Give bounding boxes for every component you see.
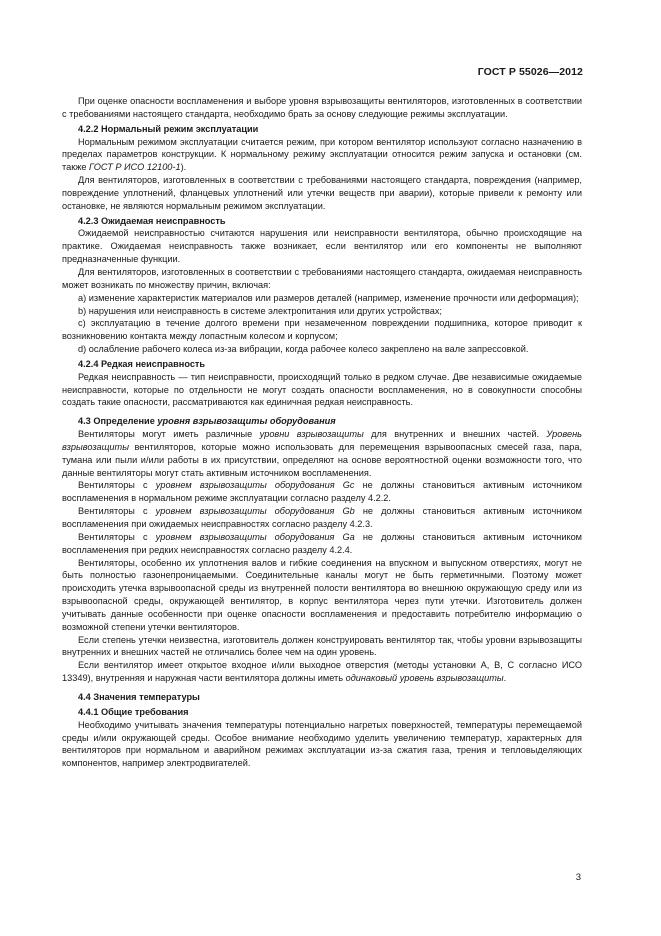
paragraph: Для вентиляторов, изготовленных в соответствии с требованиями настоящего стандарта, ожидаемая неисправность может возникать по множеству причин, включая: xyxy=(62,266,582,290)
section-heading-4-4-1: 4.4.1 Общие требования xyxy=(78,706,189,717)
paragraph-ga: Вентиляторы с уровнем взрывозащиты оборудования Ga не должны становиться активным источником воспламенения при редких неисправностях согласно разделу 4.2.4. xyxy=(62,531,582,555)
document-id: ГОСТ Р 55026—2012 xyxy=(477,66,583,78)
intro-paragraph: При оценке опасности воспламенения и выборе уровня взрывозащиты вентиляторов, изготовленных в соответствии с требованиями настоящего стандарта, необходимо брать за основу следующие режимы эксплуатации. xyxy=(62,96,582,119)
page-number: 3 xyxy=(575,872,581,883)
paragraph: Вентиляторы могут иметь различные уровни взрывозащиты для внутренних и внешних частей. Уровень взрывозащиты вентиляторов, которые можно использовать для перемещения взрывоопасных смесей газа, пара, тумана или пыли и/или работы в их присутствии, определяют на основе вероятностной оценки возможности того, что данные вентиляторы могут стать активным источником воспламенения. xyxy=(62,429,582,478)
list-item: a) изменение характеристик материалов или размеров деталей (например, изменение прочности или деформация); xyxy=(78,292,579,303)
paragraph: Если вентилятор имеет открытое входное и/или выходное отверстия (методы установки А, В, С согласно ИСО 13349), внутренняя и наружная части вентилятора должны иметь одинаковый уровень взрывозащиты. xyxy=(62,660,582,684)
paragraph: Вентиляторы, особенно их уплотнения валов и гибкие соединения на впускном и выпускном отверстиях, могут не быть полностью газонепроницаемыми. Соединительные каналы могут не быть герметичными. Поэтому может происходить утечка взрывоопасной среды из внутренней полости вентилятора во внешнюю окружающую среду или из взрывоопасной среды, окружающей вентилятор, в корпус вентилятора через пути утечки. Изготовитель должен учитывать данные особенности при оценке опасности воспламенения и предоставить потребителю информацию о возможной степени утечки вентиляторов. xyxy=(62,557,582,632)
list-item: b) нарушения или неисправность в системе электропитания или других устройствах; xyxy=(78,305,442,316)
paragraph-gb: Вентиляторы с уровнем взрывозащиты оборудования Gb не должны становиться активным источником воспламенения при ожидаемых неисправностях согласно разделу 4.2.3. xyxy=(62,506,582,529)
paragraph: Необходимо учитывать значения температуры потенциально нагретых поверхностей, температуры перемещаемой среды и/или окружающей среды. Особое внимание необходимо уделить увеличению температур, характерных для вентиляторов при нормальном и аварийном режимах эксплуатации из-за сжатия газа, трения и тепловыделяющих компонентов, например электродвигателей. xyxy=(62,719,582,769)
paragraph: Если степень утечки неизвестна, изготовитель должен конструировать вентилятор так, чтобы уровни взрывозащиты внутренних и внешних частей не отличались более чем на один уровень. xyxy=(62,634,582,658)
paragraph: Ожидаемой неисправностью считаются нарушения или неисправности вентилятора, обычно происходящие на практике. Ожидаемая неисправность также возникает, если вентилятор или его компоненты не выполняют предназначенные функции. xyxy=(62,228,582,265)
reference: ГОСТ Р ИСО 12100-1 xyxy=(89,162,181,173)
list-item: c) эксплуатацию в течение долгого времени при незамеченном повреждении подшипника, которое приводит к возникновению контакта между лопастным колесом и корпусом; xyxy=(62,318,582,342)
paragraph: Редкая неисправность — тип неисправности, происходящий только в редком случае. Две независимые ожидаемые неисправности, которые по отдельности не могут создать опасности воспламенения, но в совокупности способны создать такие опасности, рассматриваются как единичная редкая неисправность. xyxy=(62,371,582,408)
section-heading-4-2-3: 4.2.3 Ожидаемая неисправность xyxy=(78,215,226,226)
page-content xyxy=(62,95,582,770)
section-heading-4-4: 4.4 Значения температуры xyxy=(78,691,200,702)
section-heading-4-2-4: 4.2.4 Редкая неисправность xyxy=(78,358,206,369)
paragraph: Для вентиляторов, изготовленных в соответствии с требованиями настоящего стандарта, повреждения (например, повреждение уплотнений, фланцевых уплотнений или утечки веществ при аварии), которые привели к ремонту или остановке, не являются нормальным режимом эксплуатации. xyxy=(62,175,582,211)
section-heading-4-2-2: 4.2.2 Нормальный режим эксплуатации xyxy=(78,123,259,134)
paragraph: Нормальным режимом эксплуатации считается режим, при котором вентилятор используют согласно назначению в пределах параметров конструкции. К нормальному режиму эксплуатации относится режим запуска и остановки (см. также ГОСТ Р ИСО 12100-1). xyxy=(62,136,582,173)
paragraph-gc: Вентиляторы с уровнем взрывозащиты оборудования Gc не должны становиться активным источником воспламенения в нормальном режиме эксплуатации согласно разделу 4.2.2. xyxy=(62,480,582,504)
list-item: d) ослабление рабочего колеса из-за вибрации, когда рабочее колесо закреплено на вале запрессовкой. xyxy=(78,344,529,355)
section-heading-4-3: 4.3 Определение уровня взрывозащиты оборудования xyxy=(78,416,336,427)
